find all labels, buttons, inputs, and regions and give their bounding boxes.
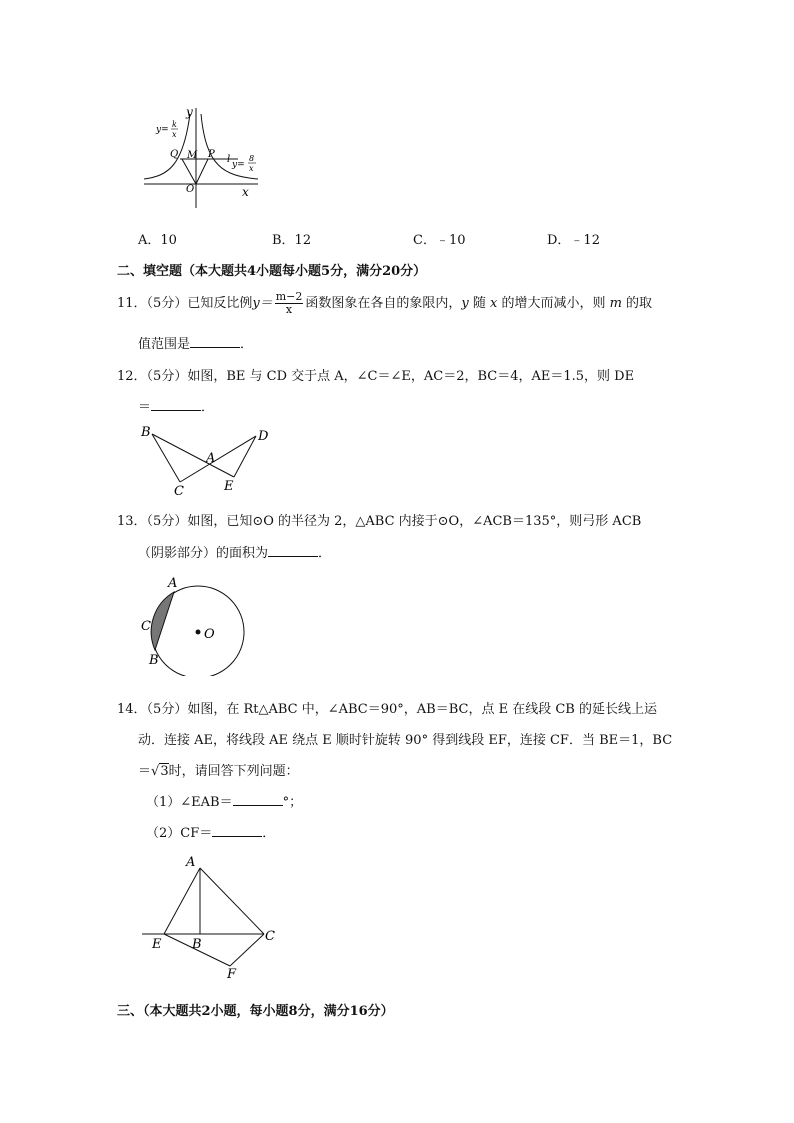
q11-line2 xyxy=(138,333,253,352)
q14-label-E: E xyxy=(152,937,162,952)
q14-sub1-text: （1）∠EAB＝ xyxy=(146,795,233,810)
graph-right-func-prefix: y= xyxy=(232,160,245,170)
q11-frac-num: m−2 xyxy=(275,290,303,303)
section-3-heading: 三、（本大题共2小题，每小题8分，满分16分） xyxy=(117,1004,394,1019)
q11-y-var: y xyxy=(461,296,469,311)
q11-y-eq: y＝ xyxy=(252,296,273,311)
graph-left-func-prefix: y= xyxy=(156,125,169,135)
graph-l-label: l xyxy=(227,154,231,165)
q11-number: 11．（5分）已知反比例 xyxy=(117,296,253,311)
q14-sub1-end: °； xyxy=(282,795,303,810)
q12-eq: ＝ xyxy=(138,400,152,415)
q13-label-O: O xyxy=(204,627,215,642)
q10-option-a: A．10 xyxy=(138,233,177,248)
q14-label-B: B xyxy=(192,937,202,952)
q14-label-C: C xyxy=(265,929,275,944)
q11-rest4: 的取 xyxy=(621,296,653,311)
q14-sub1 xyxy=(146,791,302,810)
q10-option-b: B．12 xyxy=(272,233,312,248)
q14-line3-end: 时，请回答下列问题： xyxy=(168,764,299,779)
q11-line1 xyxy=(117,291,652,316)
q10-hyperbola-graph xyxy=(138,104,278,212)
q11-line2-text: 值范围是 xyxy=(138,337,191,352)
q12-label-C: C xyxy=(174,484,184,498)
q13-label-A: A xyxy=(168,576,178,591)
graph-y-label: y xyxy=(186,105,193,119)
q14-sub2-text: （2）CF＝ xyxy=(146,826,213,841)
q14-label-F: F xyxy=(227,967,237,980)
q11-answer-blank[interactable] xyxy=(190,335,240,348)
q13-label-B: B xyxy=(149,653,159,668)
q12-label-A: A xyxy=(206,451,216,466)
q13-end: ． xyxy=(318,546,332,561)
graph-P-label: P xyxy=(208,149,215,160)
q14-label-A: A xyxy=(186,855,196,870)
q11-rest1: 函数图象在各自的象限内， xyxy=(305,296,462,311)
q11-end: ． xyxy=(240,337,254,352)
q13-line2 xyxy=(138,542,331,561)
section-2-heading: 二、填空题（本大题共4小题每小题5分，满分20分） xyxy=(117,264,427,279)
q11-frac-den: x xyxy=(285,303,293,316)
q11-x-var: x xyxy=(489,296,498,311)
q13-figure xyxy=(138,572,258,676)
graph-O-label: O xyxy=(186,184,195,195)
q12-line2 xyxy=(138,396,214,415)
q10-option-c: C．﹣10 xyxy=(413,233,466,248)
graph-x-label: x xyxy=(242,185,249,199)
q12-label-E: E xyxy=(224,479,234,494)
graph-right-func-den: x xyxy=(249,164,254,173)
q14-sub2-end: ． xyxy=(262,826,276,841)
graph-Q-label: Q xyxy=(170,149,179,160)
q14-eq: ＝ xyxy=(138,764,152,779)
q12-figure xyxy=(138,422,278,498)
q14-sub1-blank[interactable] xyxy=(233,793,283,806)
q12-label-D: D xyxy=(258,429,269,444)
q14-line3 xyxy=(138,760,299,779)
q13-label-C: C xyxy=(141,619,151,634)
q14-sub2 xyxy=(146,822,275,841)
q11-rest3: 的增大而减小，则 xyxy=(497,296,610,311)
q14-sqrt-value: 3 xyxy=(160,764,169,779)
q11-rest2: 随 xyxy=(468,296,490,311)
q10-option-d: D．﹣12 xyxy=(547,233,600,248)
q12-line1: 12．（5分）如图，BE 与 CD 交于点 A，∠C＝∠E，AC＝2，BC＝4，AE＝1.5，则 DE xyxy=(117,369,635,384)
q14-sub2-blank[interactable] xyxy=(212,824,262,837)
graph-right-func-num: 8 xyxy=(249,154,255,163)
graph-left-func-num: k xyxy=(172,120,177,129)
graph-left-func-den: x xyxy=(172,130,177,139)
graph-M-label: M xyxy=(187,150,198,161)
q14-figure xyxy=(138,852,288,980)
q11-fraction xyxy=(275,291,304,316)
q11-m-var: m xyxy=(609,296,622,311)
q13-answer-blank[interactable] xyxy=(268,544,318,557)
q14-sqrt-icon: √ xyxy=(151,764,160,779)
q14-line1: 14．（5分）如图，在 Rt△ABC 中，∠ABC＝90°，AB＝BC，点 E 在线段 CB 的延长线上运 xyxy=(117,702,657,717)
q13-line1: 13．（5分）如图，已知⊙O 的半径为 2，△ABC 内接于⊙O，∠ACB＝135°，则弓形 ACB xyxy=(117,514,642,529)
q12-end: ． xyxy=(201,400,215,415)
q12-answer-blank[interactable] xyxy=(151,398,201,411)
q13-line2-text: （阴影部分）的面积为 xyxy=(138,546,269,561)
q12-label-B: B xyxy=(141,425,151,440)
q14-line2: 动．连接 AE，将线段 AE 绕点 E 顺时针旋转 90° 得到线段 EF，连接 CF．当 BE＝1，BC xyxy=(138,733,673,748)
